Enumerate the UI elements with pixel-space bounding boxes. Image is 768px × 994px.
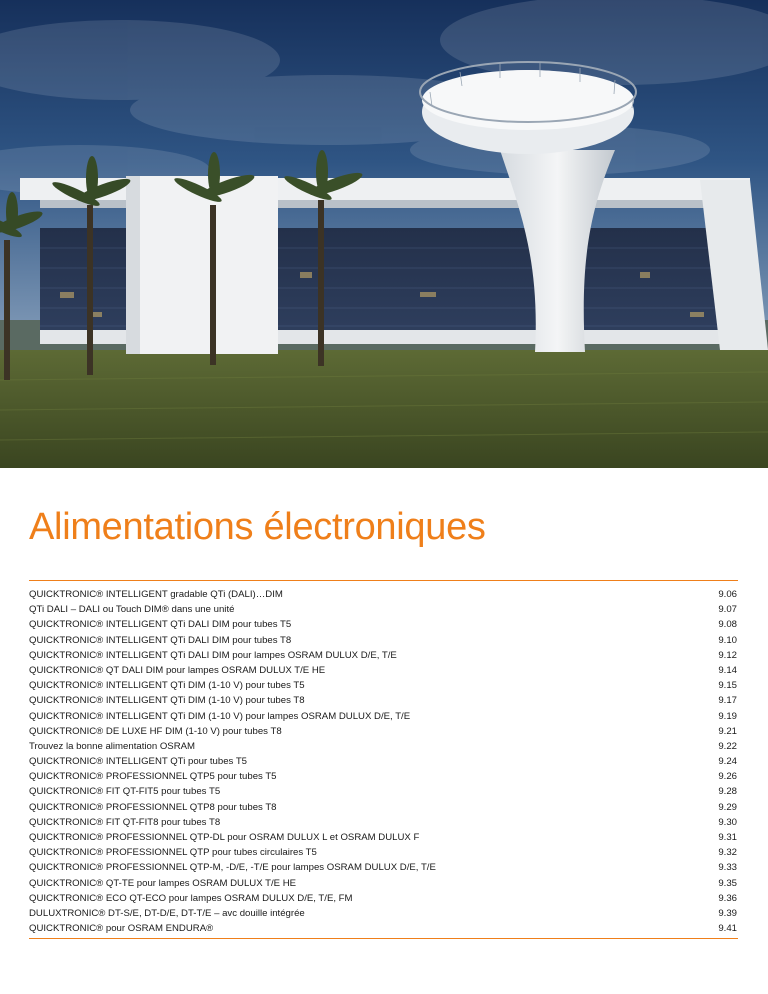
- toc-label: QUICKTRONIC® FIT QT-FIT8 pour tubes T8: [29, 816, 221, 828]
- toc-label: QUICKTRONIC® DE LUXE HF DIM (1-10 V) pour tubes T8: [29, 725, 282, 737]
- toc-label: DULUXTRONIC® DT-S/E, DT-D/E, DT-T/E – avc douille intégrée: [29, 907, 305, 919]
- toc-page-number: 9.35: [718, 877, 737, 889]
- toc-row[interactable]: [29, 724, 738, 739]
- toc-row[interactable]: [29, 739, 738, 754]
- toc-page-number: 9.08: [718, 619, 737, 631]
- page-title: Alimentations électroniques: [29, 506, 486, 548]
- toc-row[interactable]: [29, 602, 738, 617]
- toc-page-number: 9.14: [718, 664, 737, 676]
- toc-row[interactable]: [29, 633, 738, 648]
- toc-page-number: 9.19: [718, 710, 737, 722]
- toc-label: QUICKTRONIC® PROFESSIONNEL QTP-DL pour OSRAM DULUX L et OSRAM DULUX F: [29, 832, 420, 843]
- toc-label: QUICKTRONIC® FIT QT-FIT5 pour tubes T5: [29, 786, 221, 798]
- toc-row[interactable]: [29, 769, 738, 784]
- toc-page-number: 9.10: [718, 634, 737, 646]
- toc-label: QUICKTRONIC® INTELLIGENT QTi DALI DIM pour tubes T5: [29, 619, 292, 631]
- toc-label: QTi DALI – DALI ou Touch DIM® dans une unité: [29, 604, 235, 616]
- toc-label: QUICKTRONIC® PROFESSIONNEL QTP5 pour tubes T5: [29, 771, 277, 783]
- toc-page-number: 9.12: [718, 649, 737, 661]
- toc-row[interactable]: [29, 663, 738, 678]
- toc-page-number: 9.15: [718, 680, 737, 692]
- toc-page-number: 9.17: [718, 695, 737, 707]
- toc-page-number: 9.24: [718, 756, 737, 768]
- toc-label: QUICKTRONIC® QT DALI DIM pour lampes OSRAM DULUX T/E HE: [29, 664, 326, 676]
- toc-row[interactable]: [29, 754, 738, 769]
- toc-page-number: 9.28: [718, 786, 737, 798]
- toc-page-number: 9.30: [718, 816, 737, 828]
- toc-page-number: 9.33: [718, 862, 737, 874]
- toc-label: QUICKTRONIC® INTELLIGENT QTi DIM (1-10 V) pour tubes T5: [29, 680, 305, 692]
- toc-label: QUICKTRONIC® PROFESSIONNEL QTP pour tubes circulaires T5: [29, 847, 317, 859]
- toc-row[interactable]: [29, 860, 738, 875]
- building-illustration: [0, 0, 768, 468]
- toc-row[interactable]: [29, 617, 738, 632]
- toc-row[interactable]: [29, 800, 738, 815]
- toc-row[interactable]: [29, 891, 738, 906]
- toc-label: QUICKTRONIC® INTELLIGENT QTi DALI DIM pour tubes T8: [29, 634, 292, 646]
- toc-row[interactable]: [29, 815, 738, 830]
- toc-label: QUICKTRONIC® INTELLIGENT QTi DALI DIM pour lampes OSRAM DULUX D/E, T/E: [29, 649, 397, 661]
- toc-label: QUICKTRONIC® pour OSRAM ENDURA®: [29, 923, 214, 935]
- toc-page-number: 9.21: [718, 725, 737, 737]
- toc-row[interactable]: [29, 876, 738, 891]
- toc-label: QUICKTRONIC® QT-TE pour lampes OSRAM DULUX T/E HE: [29, 877, 297, 889]
- toc-label: Trouvez la bonne alimentation OSRAM: [29, 740, 196, 752]
- hero-photo: [0, 0, 768, 468]
- toc-page-number: 9.41: [718, 923, 737, 935]
- toc-page-number: 9.07: [718, 604, 737, 616]
- toc-page-number: 9.39: [718, 907, 737, 919]
- table-of-contents: [29, 580, 738, 939]
- toc-row[interactable]: [29, 830, 738, 845]
- toc-label: QUICKTRONIC® INTELLIGENT QTi DIM (1-10 V) pour tubes T8: [29, 695, 305, 707]
- toc-row[interactable]: [29, 648, 738, 663]
- toc-label: QUICKTRONIC® INTELLIGENT QTi DIM (1-10 V) pour lampes OSRAM DULUX D/E, T/E: [29, 710, 411, 722]
- toc-row[interactable]: [29, 784, 738, 799]
- toc-row[interactable]: [29, 845, 738, 860]
- toc-label: QUICKTRONIC® PROFESSIONNEL QTP8 pour tubes T8: [29, 801, 277, 813]
- toc-row[interactable]: [29, 693, 738, 708]
- toc-row[interactable]: [29, 709, 738, 724]
- toc-row[interactable]: [29, 921, 738, 936]
- toc-row[interactable]: [29, 587, 738, 602]
- toc-row[interactable]: [29, 678, 738, 693]
- toc-page-number: 9.22: [718, 740, 737, 752]
- toc-page-number: 9.36: [718, 892, 737, 904]
- toc-row[interactable]: [29, 906, 738, 921]
- toc-page-number: 9.29: [718, 801, 737, 813]
- toc-page-number: 9.06: [718, 589, 737, 600]
- toc-label: QUICKTRONIC® INTELLIGENT gradable QTi (DALI)…DIM: [29, 589, 283, 600]
- toc-label: QUICKTRONIC® ECO QT-ECO pour lampes OSRAM DULUX D/E, T/E, FM: [29, 892, 353, 904]
- toc-label: QUICKTRONIC® PROFESSIONNEL QTP-M, -D/E, -T/E pour lampes OSRAM DULUX D/E, T/E: [29, 862, 436, 874]
- toc-page-number: 9.31: [718, 832, 737, 843]
- toc-page-number: 9.26: [718, 771, 737, 783]
- toc-page-number: 9.32: [718, 847, 737, 859]
- toc-label: QUICKTRONIC® INTELLIGENT QTi pour tubes T5: [29, 756, 248, 768]
